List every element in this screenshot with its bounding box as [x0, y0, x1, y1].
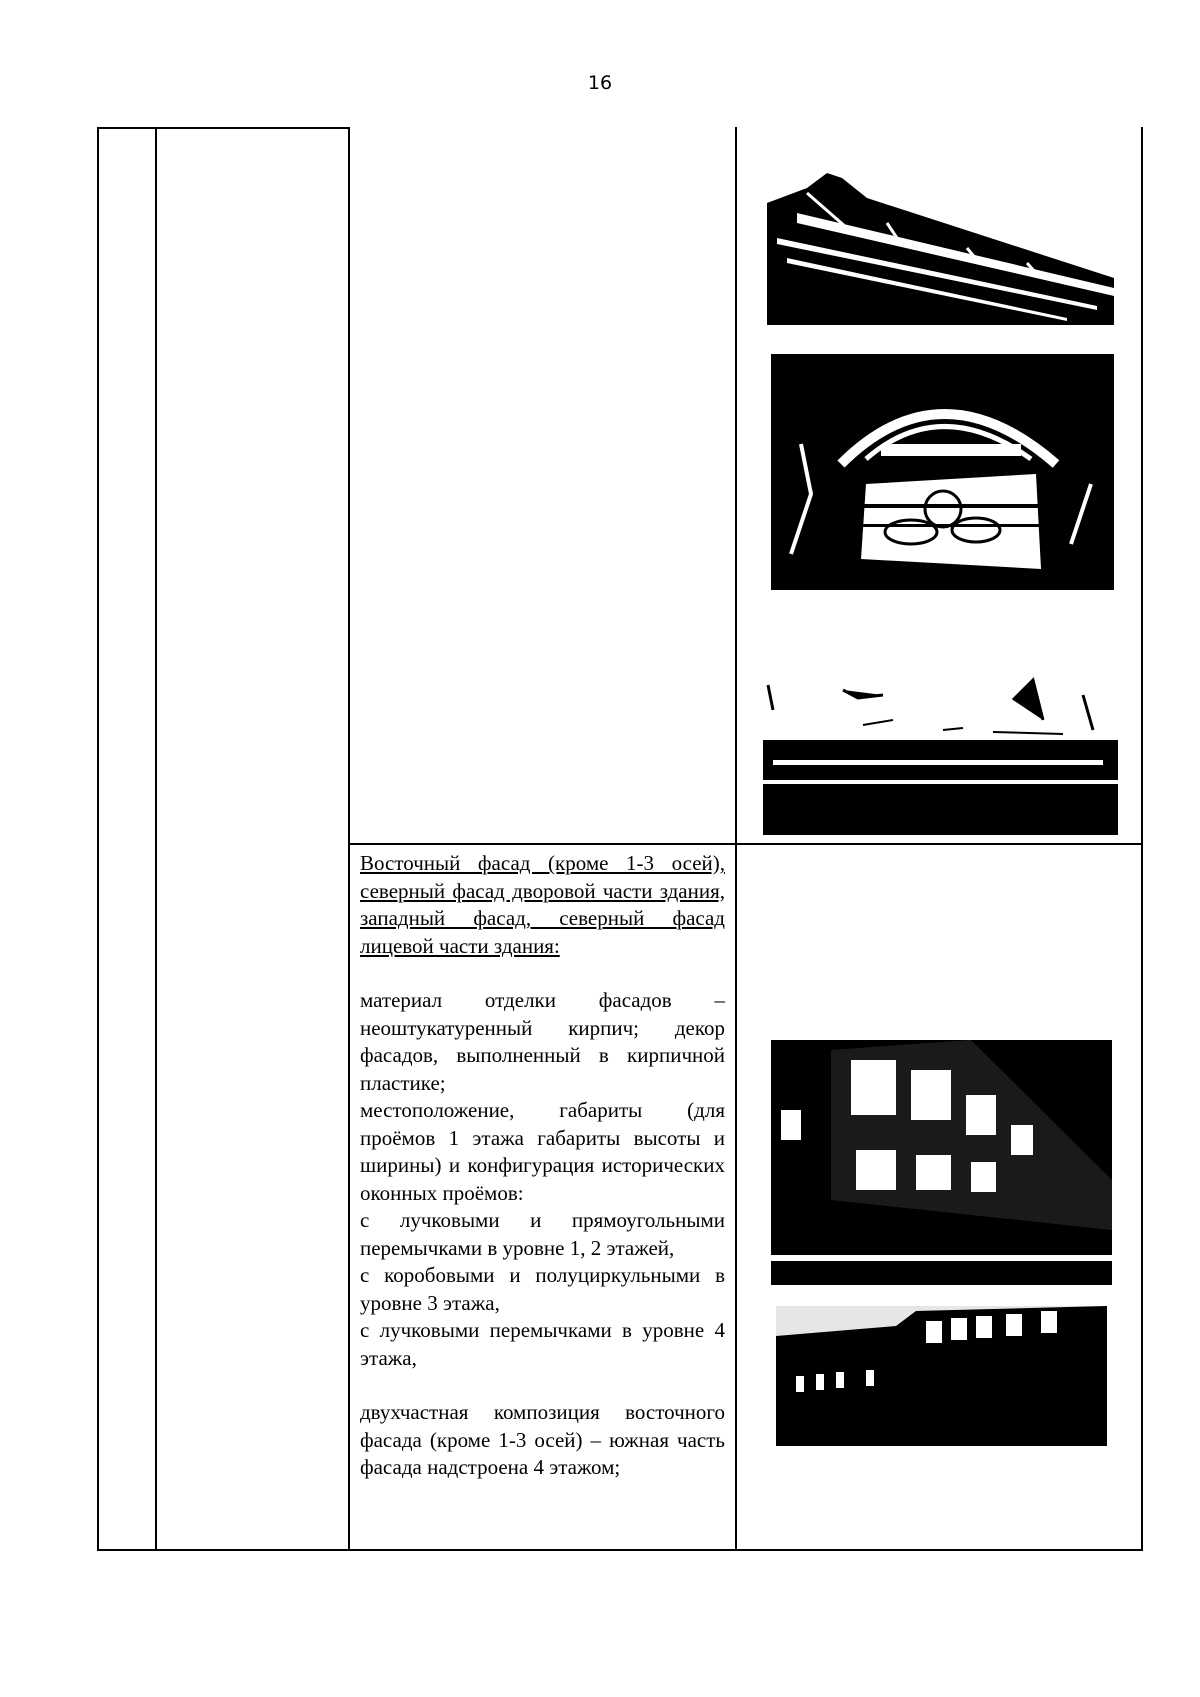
courtyard-facade-photo: [771, 1040, 1112, 1285]
building-exterior-photo: [776, 1306, 1107, 1446]
facade-heading: Восточный фасад (кроме 1-3 осей), северный фасад дворовой части здания, западный фасад, северный фасад лицевой части здания:: [360, 851, 725, 958]
description-paragraph: материал отделки фасадов – неоштукатуренный кирпич; декор фасадов, выполненный в кирпичной пластике;: [360, 988, 725, 1095]
composition-paragraph: двухчастная композиция восточного фасада (кроме 1-3 осей) – южная часть фасада надстроена 4 этажом;: [360, 1400, 725, 1479]
table-top-border-left: [97, 127, 349, 129]
facade-description: [360, 850, 725, 1482]
column-divider-1: [155, 127, 157, 1551]
column-divider-2: [348, 127, 350, 1551]
description-paragraph: с коробовыми и полуциркульными в уровне 3 этажа,: [360, 1263, 725, 1315]
cornice-photo: [767, 168, 1114, 325]
page-number: 16: [587, 72, 613, 94]
table-right-border: [1141, 127, 1143, 1551]
arch-balcony-photo: [771, 354, 1114, 590]
cornice-detail-photo: [763, 670, 1118, 835]
description-paragraph: с лучковыми перемычками в уровне 4 этажа,: [360, 1318, 725, 1370]
table-bottom-border: [97, 1549, 1143, 1551]
description-paragraph: местоположение, габариты (для проёмов 1 этажа габариты высоты и ширины) и конфигурация исторических оконных проёмов:: [360, 1098, 725, 1205]
table-left-border: [97, 127, 99, 1551]
description-paragraph: с лучковыми и прямоугольными перемычками в уровне 1, 2 этажей,: [360, 1208, 725, 1260]
row-divider: [348, 843, 1143, 845]
column-divider-3: [735, 127, 737, 1551]
